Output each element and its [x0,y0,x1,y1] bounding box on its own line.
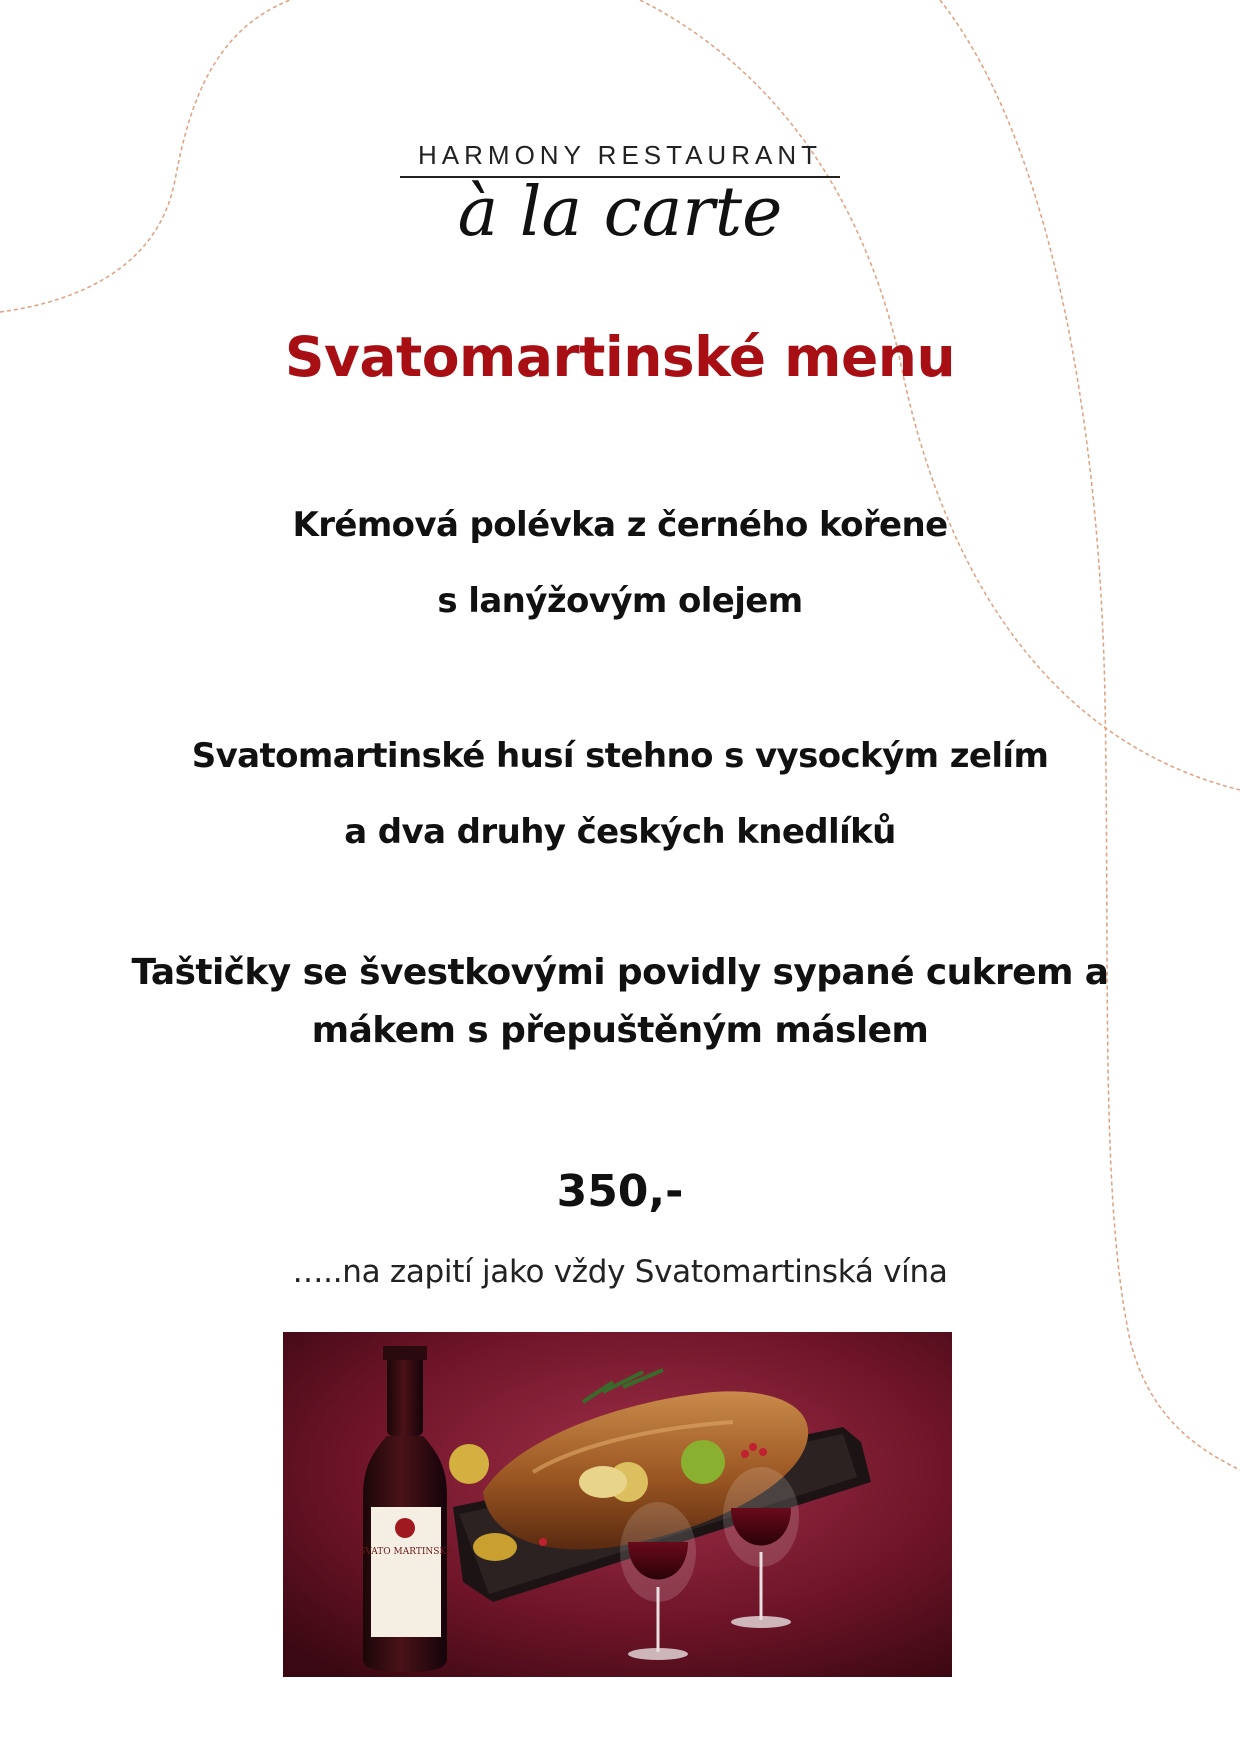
menu-title: Svatomartinské menu [284,325,956,389]
course-line: a dva druhy českých knedlíků [344,812,896,852]
restaurant-name: HARMONY RESTAURANT [418,140,822,170]
logo-subtitle: à la carte [457,173,783,252]
course-main [0,718,1240,870]
course-dessert [0,944,1240,1060]
course-soup [0,487,1240,639]
course-line: Taštičky se švestkovými povidly sypané cukrem a [131,952,1109,993]
course-line: s lanýžovým olejem [437,581,803,621]
menu-price: 350,- [556,1166,684,1217]
roast-goose-wine-photo [283,1332,952,1677]
course-line: mákem s přepuštěným máslem [311,1010,929,1051]
course-line: Krémová polévka z černého kořene [292,505,948,545]
drinks-note: …..na zapití jako vždy Svatomartinská vína [292,1254,948,1290]
bottle-label-text: SVATO MARTINSKÉ [359,1547,453,1557]
restaurant-logo [400,140,840,252]
course-line: Svatomartinské husí stehno s vysockým zelím [191,736,1049,776]
